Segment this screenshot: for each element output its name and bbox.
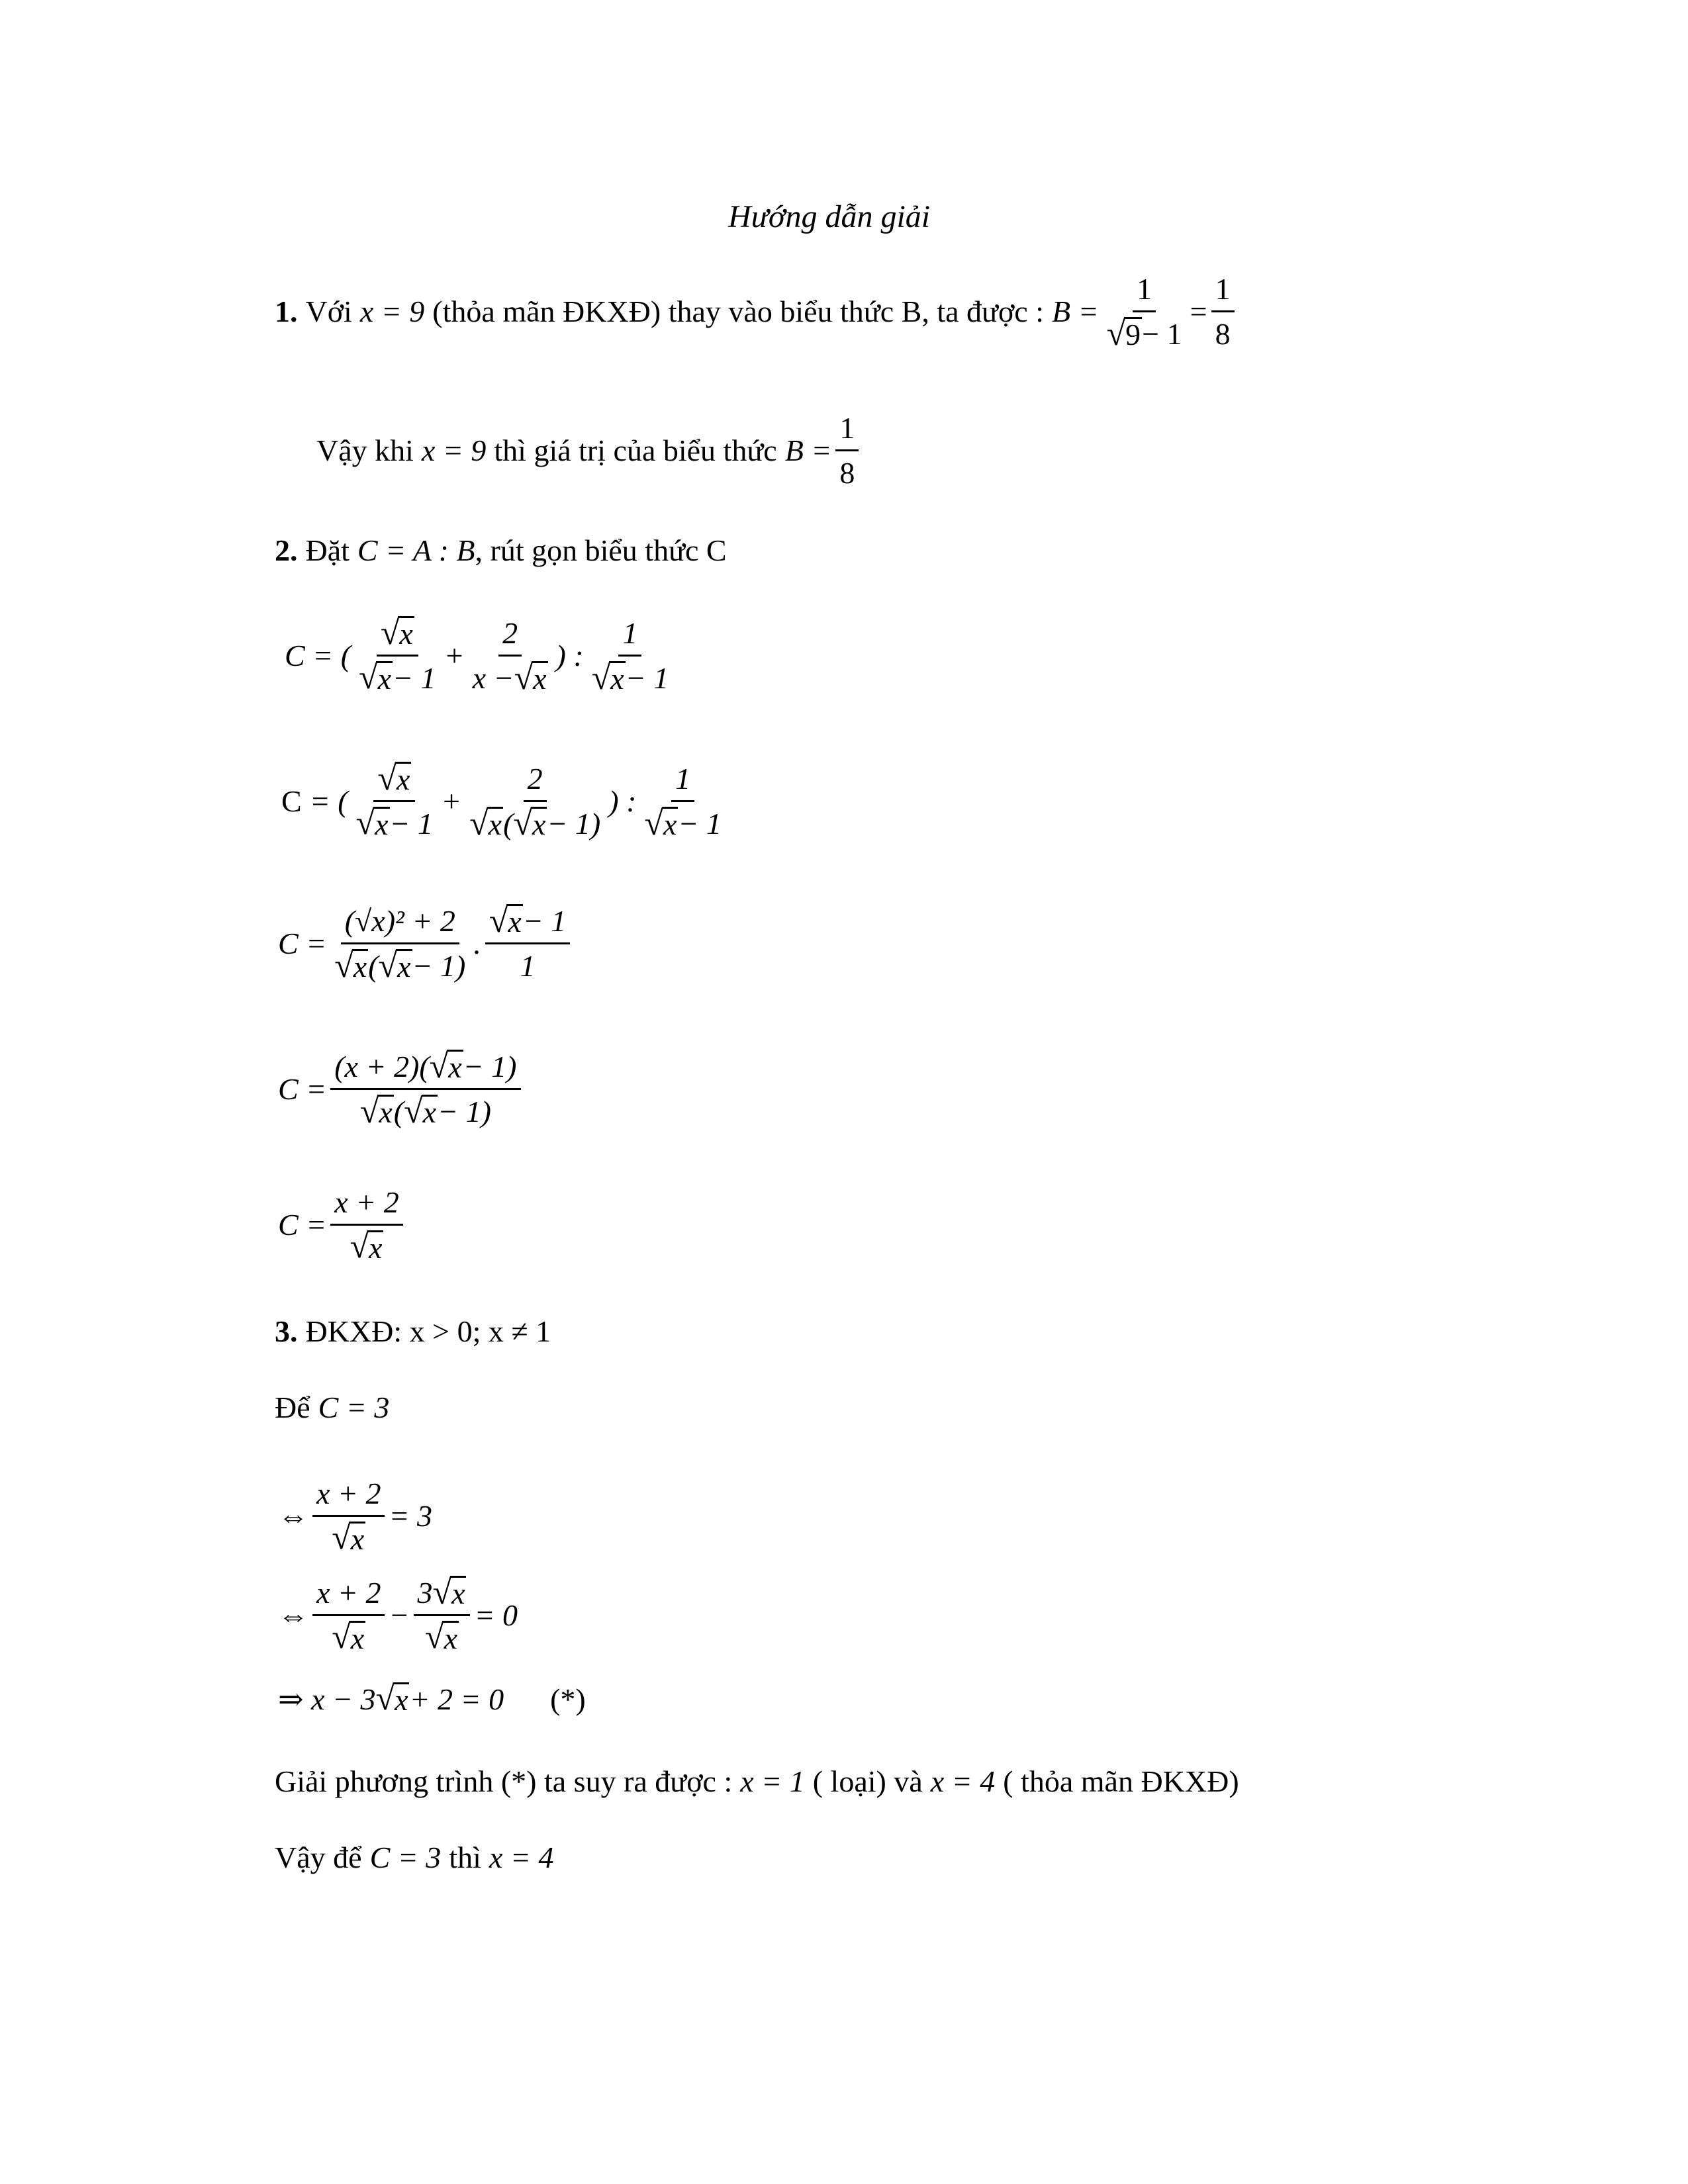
part1-text-a: Với bbox=[305, 295, 352, 328]
part1-conclusion: Vậy khi x = 9 thì giá trị của biểu thức B = $\frac{1}{8}$ bbox=[316, 410, 863, 490]
part2-eq5: C = x + 2 √ x bbox=[278, 1185, 407, 1264]
part2-eq2: C = ( √ x √ x − 1 + 2 √ x ( √ x − 1 ) ) : 1 √ x − 1 bbox=[281, 759, 722, 842]
part1-text-b: (thỏa mãn ĐKXĐ) thay vào biểu thức B, ta được : bbox=[432, 295, 1044, 328]
part2-eq3: C = (√x)² + 2 √ x ( √ x − 1 ) . √ x − 1 1 bbox=[278, 903, 574, 983]
part2-eq4: C = (x + 2)( √ x − 1 ) √ x ( √ x − 1 ) bbox=[278, 1049, 525, 1129]
part3-step3: ⇒ x − 3 √ x + 2 = 0 (*) bbox=[278, 1680, 586, 1717]
part3-solve: Giải phương trình (*) ta suy ra được : x = 1 ( loại) và x = 4 ( thỏa mãn ĐKXĐ) bbox=[275, 1764, 1239, 1798]
part2-heading: 2. Đặt C = A : B , rút gọn biểu thức C bbox=[275, 533, 727, 567]
part1-x-eq-9: x = 9 bbox=[359, 295, 425, 328]
part1-line: 1. Với x = 9 (thỏa mãn ĐKXĐ) thay vào biểu thức B, ta được : B = 1 √ 9 − 1 = $\frac{1}{8}$ bbox=[275, 271, 1239, 351]
part3-step2: ⇔ x + 2 √ x − 3 √ x √ x = 0 bbox=[278, 1573, 518, 1656]
page-title: Hướng dẫn giải bbox=[728, 199, 931, 234]
part1-fraction-1: 1 √ 9 − 1 bbox=[1106, 272, 1182, 353]
part2-eq1: C = ( √ x √ x − 1 + 2 x − √ x ) : 1 √ x − 1 bbox=[285, 614, 669, 697]
part3-dkxd: 3. ĐKXĐ: x > 0; x ≠ 1 bbox=[275, 1314, 551, 1348]
part3-step1: ⇔ x + 2 √ x = 3 bbox=[278, 1477, 433, 1557]
part1-b-eq: B = bbox=[1051, 295, 1099, 328]
part1-number: 1. bbox=[275, 295, 298, 328]
part3-final: Vậy để C = 3 thì x = 4 bbox=[275, 1841, 554, 1874]
part3-de-c-eq-3: Để C = 3 bbox=[275, 1390, 390, 1424]
part1-fraction-result: $\frac{1}{8}$ bbox=[1211, 271, 1235, 351]
